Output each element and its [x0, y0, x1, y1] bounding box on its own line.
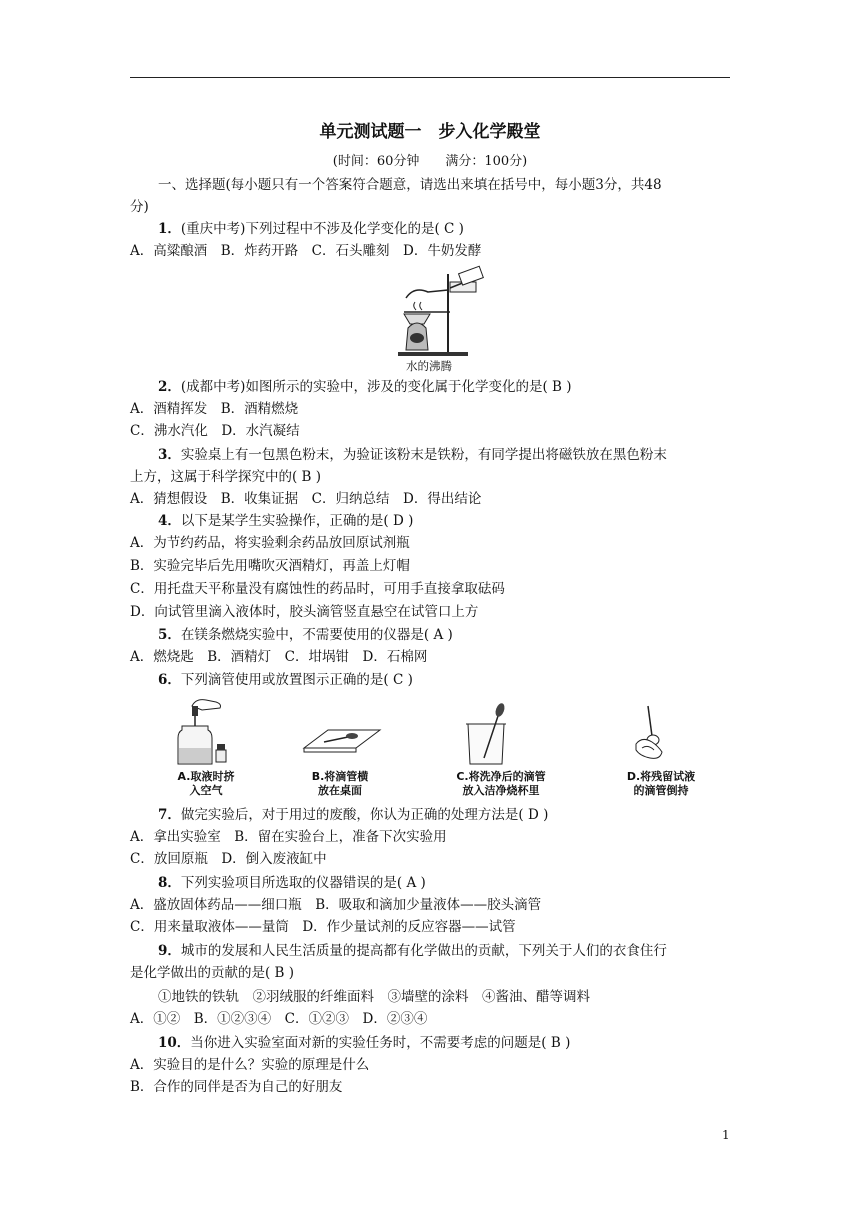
question-3-options: A．猜想假设 B．收集证据 C．归纳总结 D．得出结论: [130, 491, 482, 507]
caption-line: C.将洗净后的滴管: [456, 770, 546, 783]
question-2-options-1: A．酒精挥发 B．酒精燃烧: [130, 401, 299, 417]
question-9-options: A．①② B．①②③④ C．①②③ D．②③④: [130, 1011, 428, 1027]
question-4-option-b: B．实验完毕后先用嘴吹灭酒精灯，再盖上灯帽: [130, 558, 410, 574]
question-number: 10．: [158, 1035, 191, 1051]
page-title: 单元测试题一 步入化学殿堂: [319, 122, 541, 142]
exam-time-score: (时间：60分钟 满分：100分): [332, 154, 528, 169]
question-1-options: A．高粱酿酒 B．炸药开路 C．石头雕刻 D．牛奶发酵: [130, 243, 482, 259]
question-3: [158, 444, 667, 466]
question-8-options-2: C．用来量取液体——量筒 D．作少量试剂的反应容器——试管: [130, 919, 516, 935]
dropper-on-table-figure: [302, 726, 382, 756]
question-4-option-a: A．为节约药品，将实验剩余药品放回原试剂瓶: [130, 535, 410, 551]
question-stem: 实验桌上有一包黑色粉末，为验证该粉末是铁粉，有同学提出将磁铁放在黑色粉末: [180, 447, 667, 463]
question-stem: (成都中考)如图所示的实验中，涉及的变化属于化学变化的是( B ): [180, 379, 572, 395]
question-5-options: A．燃烧匙 B．酒精灯 C．坩埚钳 D．石棉网: [130, 649, 428, 665]
figure-6-caption-d: [616, 770, 706, 798]
question-7: [158, 804, 548, 826]
question-4-option-d: D．向试管里滴入液体时，胶头滴管竖直悬空在试管口上方: [130, 604, 479, 620]
question-number: 1．: [158, 221, 181, 237]
dropper-inverted-figure: [622, 700, 682, 764]
page-number: 1: [722, 1128, 730, 1142]
question-number: 4．: [158, 513, 181, 529]
question-stem: 下列滴管使用或放置图示正确的是( C ): [180, 672, 413, 688]
question-3-stem-cont: 上方，这属于科学探究中的( B ): [130, 469, 322, 485]
question-number: 6．: [158, 672, 181, 688]
question-4: [158, 510, 413, 532]
question-4-option-c: C．用托盘天平称量没有腐蚀性的药品时，可用手直接拿取砝码: [130, 581, 505, 597]
dropper-in-beaker-figure: [462, 702, 512, 766]
question-number: 8．: [158, 875, 181, 891]
dropper-squeeze-figure: [172, 696, 232, 768]
question-9: [158, 940, 667, 962]
question-1: [158, 218, 464, 240]
caption-line: B.将滴管横: [311, 770, 369, 783]
question-10: [158, 1032, 570, 1054]
question-number: 5．: [158, 627, 181, 643]
section-heading-cont: 分): [130, 199, 149, 215]
header-rule: [130, 77, 730, 78]
question-8: [158, 872, 426, 894]
question-7-options-1: A．拿出实验室 B．留在实验台上，准备下次实验用: [130, 829, 447, 845]
question-5: [158, 624, 453, 646]
water-boiling-figure: [390, 262, 490, 362]
question-7-options-2: C．放回原瓶 D．倒入废液缸中: [130, 851, 327, 867]
question-10-option-a: A．实验目的是什么？实验的原理是什么: [130, 1057, 370, 1073]
caption-line: A.取液时挤: [177, 770, 235, 783]
figure-6-caption-c: [446, 770, 556, 798]
question-stem: 在镁条燃烧实验中，不需要使用的仪器是( A ): [180, 627, 453, 643]
caption-line: 的滴管倒持: [633, 784, 689, 797]
question-10-option-b: B．合作的同伴是否为自己的好朋友: [130, 1079, 343, 1095]
question-stem: (重庆中考)下列过程中不涉及化学变化的是( C ): [180, 221, 464, 237]
question-9-items: ①地铁的铁轨 ②羽绒服的纤维面料 ③墙壁的涂料 ④酱油、醋等调料: [158, 989, 590, 1005]
section-heading: 一、选择题(每小题只有一个答案符合题意，请选出来填在括号中，每小题3分，共48: [158, 177, 662, 193]
question-8-options-1: A．盛放固体药品——细口瓶 B．吸取和滴加少量液体——胶头滴管: [130, 897, 542, 913]
question-2: [158, 376, 571, 398]
question-stem: 做完实验后，对于用过的废酸，你认为正确的处理方法是( D ): [180, 807, 549, 823]
question-9-stem-cont: 是化学做出的贡献的是( B ): [130, 965, 295, 981]
question-2-options-2: C．沸水汽化 D．水汽凝结: [130, 423, 300, 439]
question-stem: 当你进入实验室面对新的实验任务时，不需要考虑的问题是( B ): [190, 1035, 571, 1051]
figure-caption: 水的沸腾: [406, 359, 452, 373]
caption-line: 入空气: [189, 784, 223, 797]
question-number: 7．: [158, 807, 181, 823]
figure-6-caption-b: [300, 770, 380, 798]
figure-6-caption-a: [166, 770, 246, 798]
caption-line: D.将残留试液: [626, 770, 696, 783]
caption-line: 放入洁净烧杯里: [462, 784, 540, 797]
question-stem: 城市的发展和人民生活质量的提高都有化学做出的贡献，下列关于人们的衣食住行: [180, 943, 667, 959]
question-number: 3．: [158, 447, 181, 463]
question-stem: 下列实验项目所选取的仪器错误的是( A ): [180, 875, 426, 891]
question-number: 9．: [158, 943, 181, 959]
question-stem: 以下是某学生实验操作，正确的是( D ): [180, 513, 414, 529]
question-6: [158, 669, 413, 691]
caption-line: 放在桌面: [318, 784, 362, 797]
question-number: 2．: [158, 379, 181, 395]
